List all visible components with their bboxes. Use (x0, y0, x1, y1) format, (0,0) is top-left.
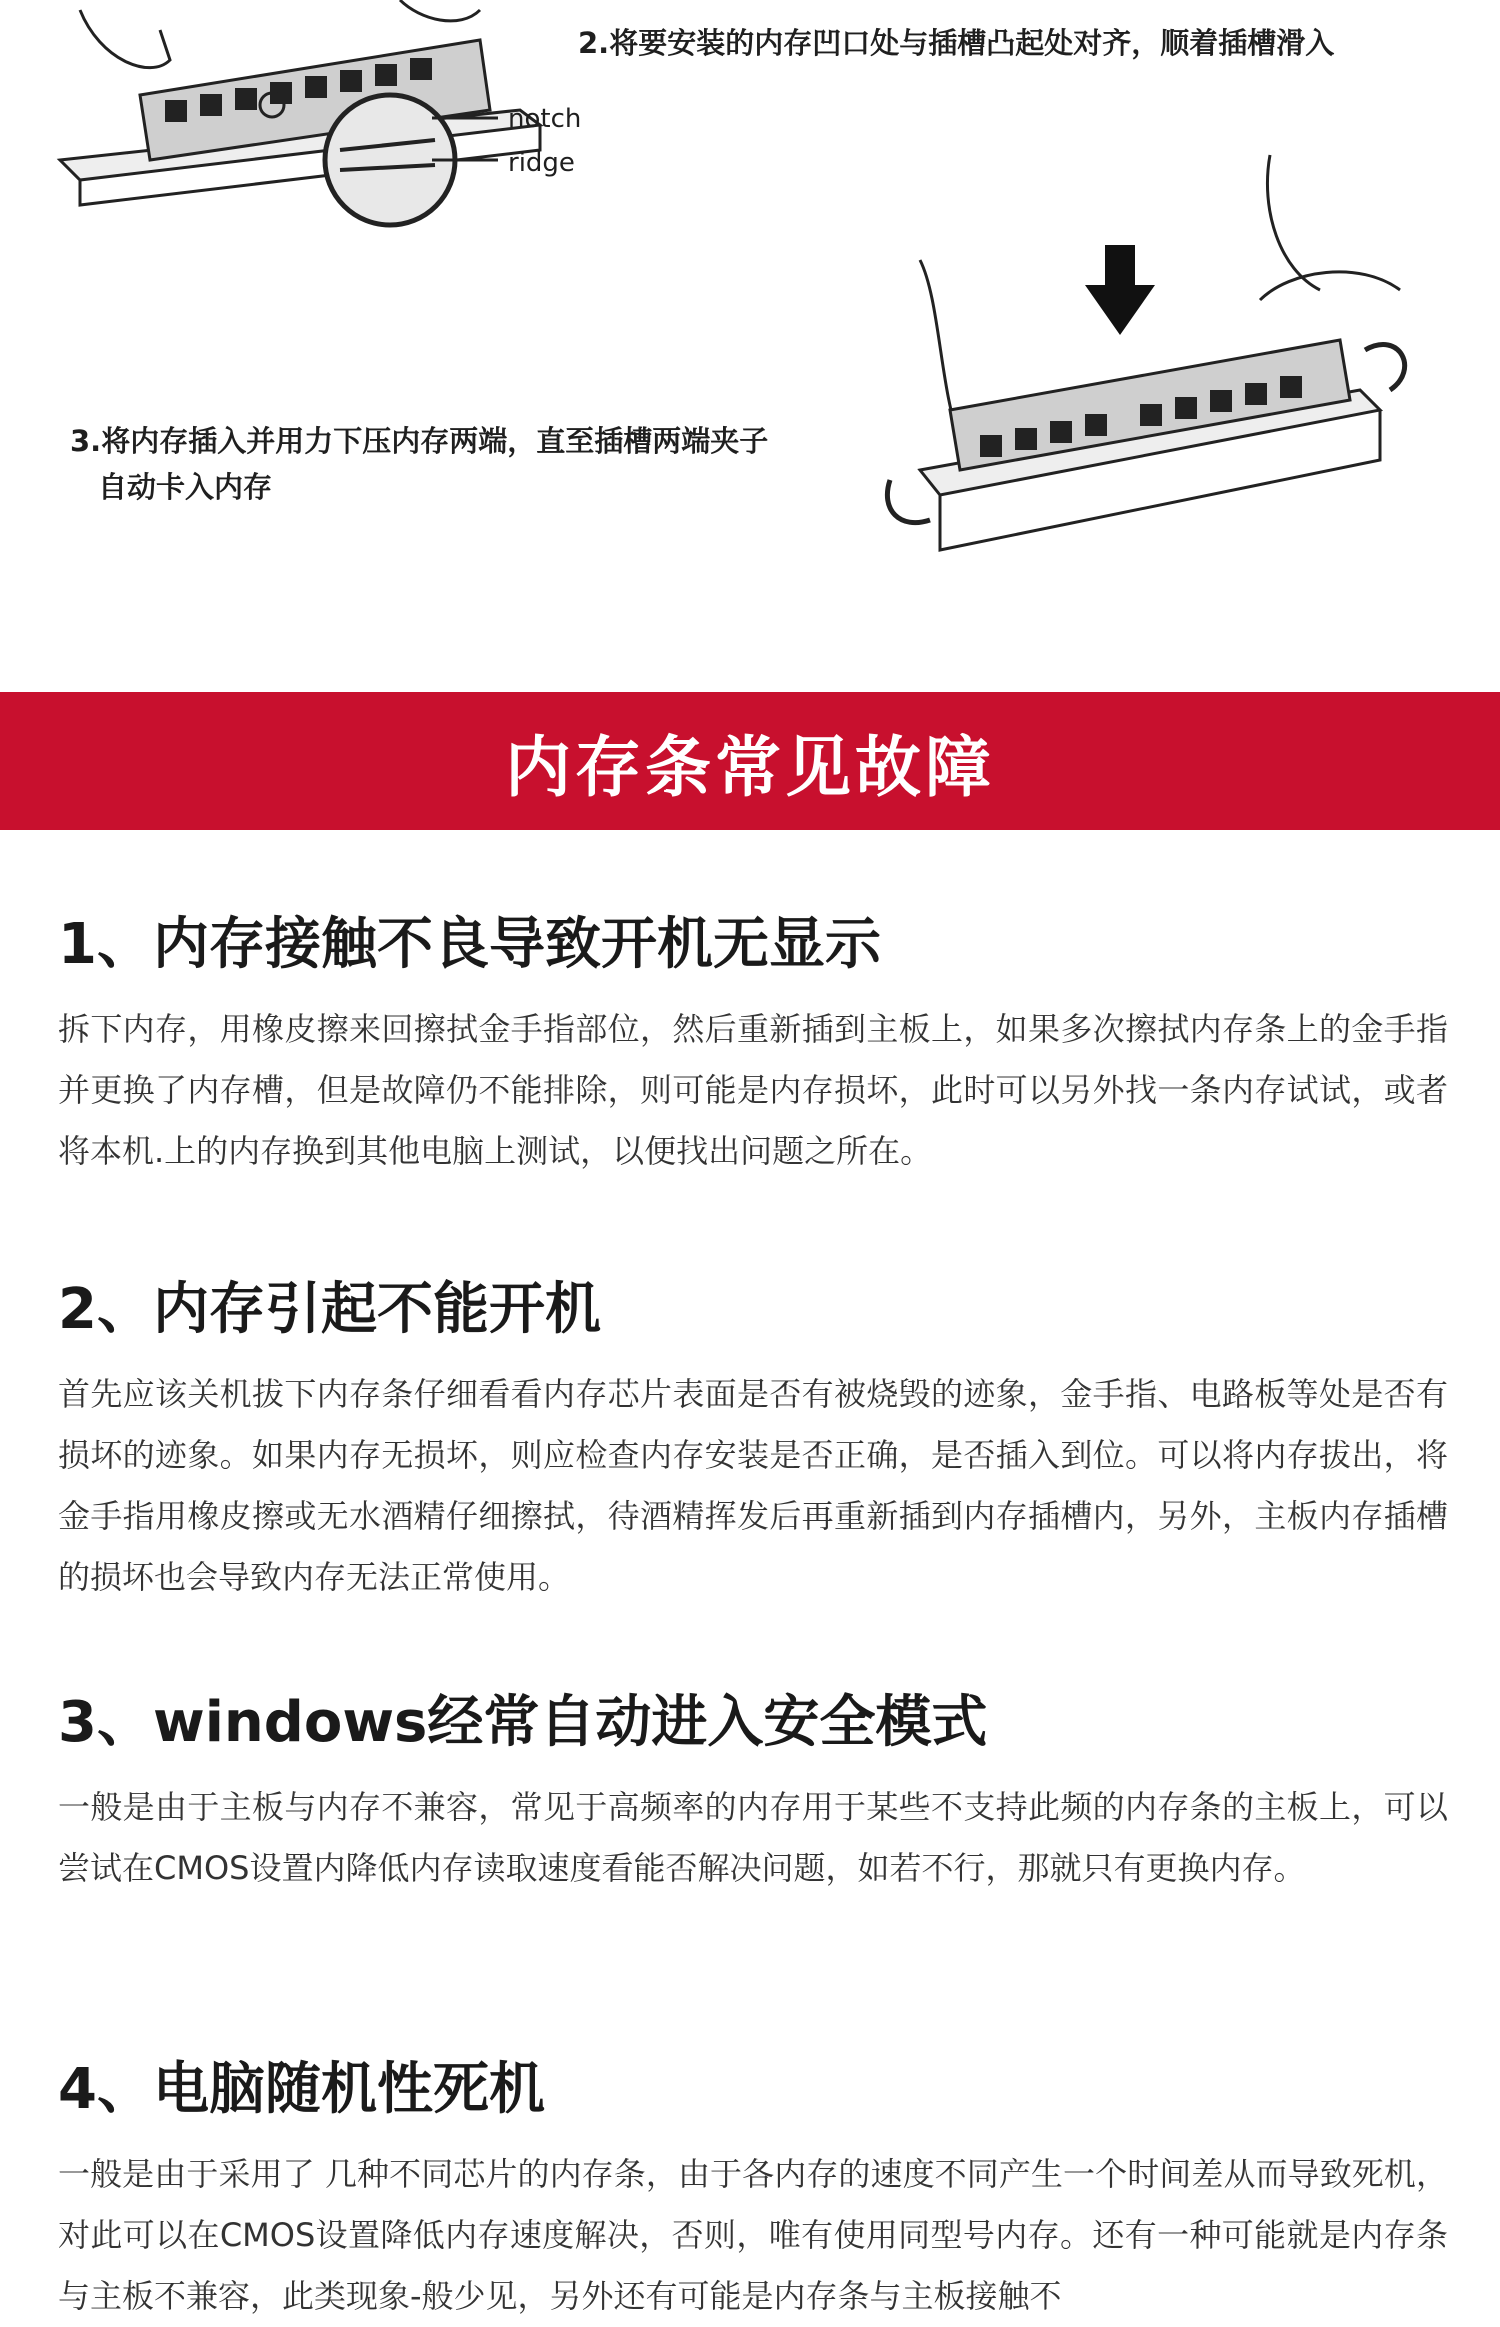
fault-title: 1、内存接触不良导致开机无显示 (58, 912, 881, 977)
fault-title: 4、电脑随机性死机 (58, 2057, 545, 2122)
fault-body: 首先应该关机拔下内存条仔细看看内存芯片表面是否有被烧毁的迹象，金手指、电路板等处是否有损坏的迹象。如果内存无损坏，则应检查内存安装是否正确，是否插入到位。可以将内存拔出，将金手指用橡皮擦或无水酒精仔细擦拭，待酒精挥发后再重新插到内存插槽内，另外，主板内存插槽的损坏也会导致内存无法正常使用。 (58, 1375, 1448, 1596)
fault-section-4 (58, 2050, 1448, 2327)
fault-section-3 (58, 1683, 1448, 1899)
fault-body: 一般是由于主板与内存不兼容，常见于高频率的内存用于某些不支持此频的内存条的主板上，可以尝试在CMOS设置内降低内存读取速度看能否解决问题，如若不行，那就只有更换内存。 (58, 1788, 1448, 1887)
installation-steps (0, 0, 1500, 690)
fault-section-2 (58, 1270, 1448, 1608)
banner-title: 内存条常见故障 (505, 728, 995, 806)
fault-body: 一般是由于采用了 几种不同芯片的内存条，由于各内存的速度不同产生一个时间差从而导致死机，对此可以在CMOS设置降低内存速度解决，否则，唯有使用同型号内存。还有一种可能就是内存条与主板不兼容，此类现象-般少见，另外还有可能是内存条与主板接触不 (58, 2155, 1448, 2315)
notch-label: notch (508, 104, 582, 134)
step3-press-ram-illustration (860, 150, 1460, 560)
fault-title: 3、windows经常自动进入安全模式 (58, 1690, 988, 1755)
section-banner (0, 692, 1500, 830)
fault-title: 2、内存引起不能开机 (58, 1277, 601, 1342)
fault-body: 拆下内存，用橡皮擦来回擦拭金手指部位，然后重新插到主板上，如果多次擦拭内存条上的金手指并更换了内存槽，但是故障仍不能排除，则可能是内存损坏，此时可以另外找一条内存试试，或者将本机.上的内存换到其他电脑上测试，以便找出问题之所在。 (58, 1010, 1448, 1170)
fault-section-1 (58, 905, 1448, 1182)
step2-caption: 2.将要安装的内存凹口处与插槽凸起处对齐，顺着插槽滑入 (578, 26, 1335, 60)
ridge-label: ridge (508, 148, 575, 178)
step3-caption-line2: 自动卡入内存 (98, 470, 273, 504)
step3-caption-line1: 3.将内存插入并用力下压内存两端，直至插槽两端夹子 (70, 424, 769, 458)
